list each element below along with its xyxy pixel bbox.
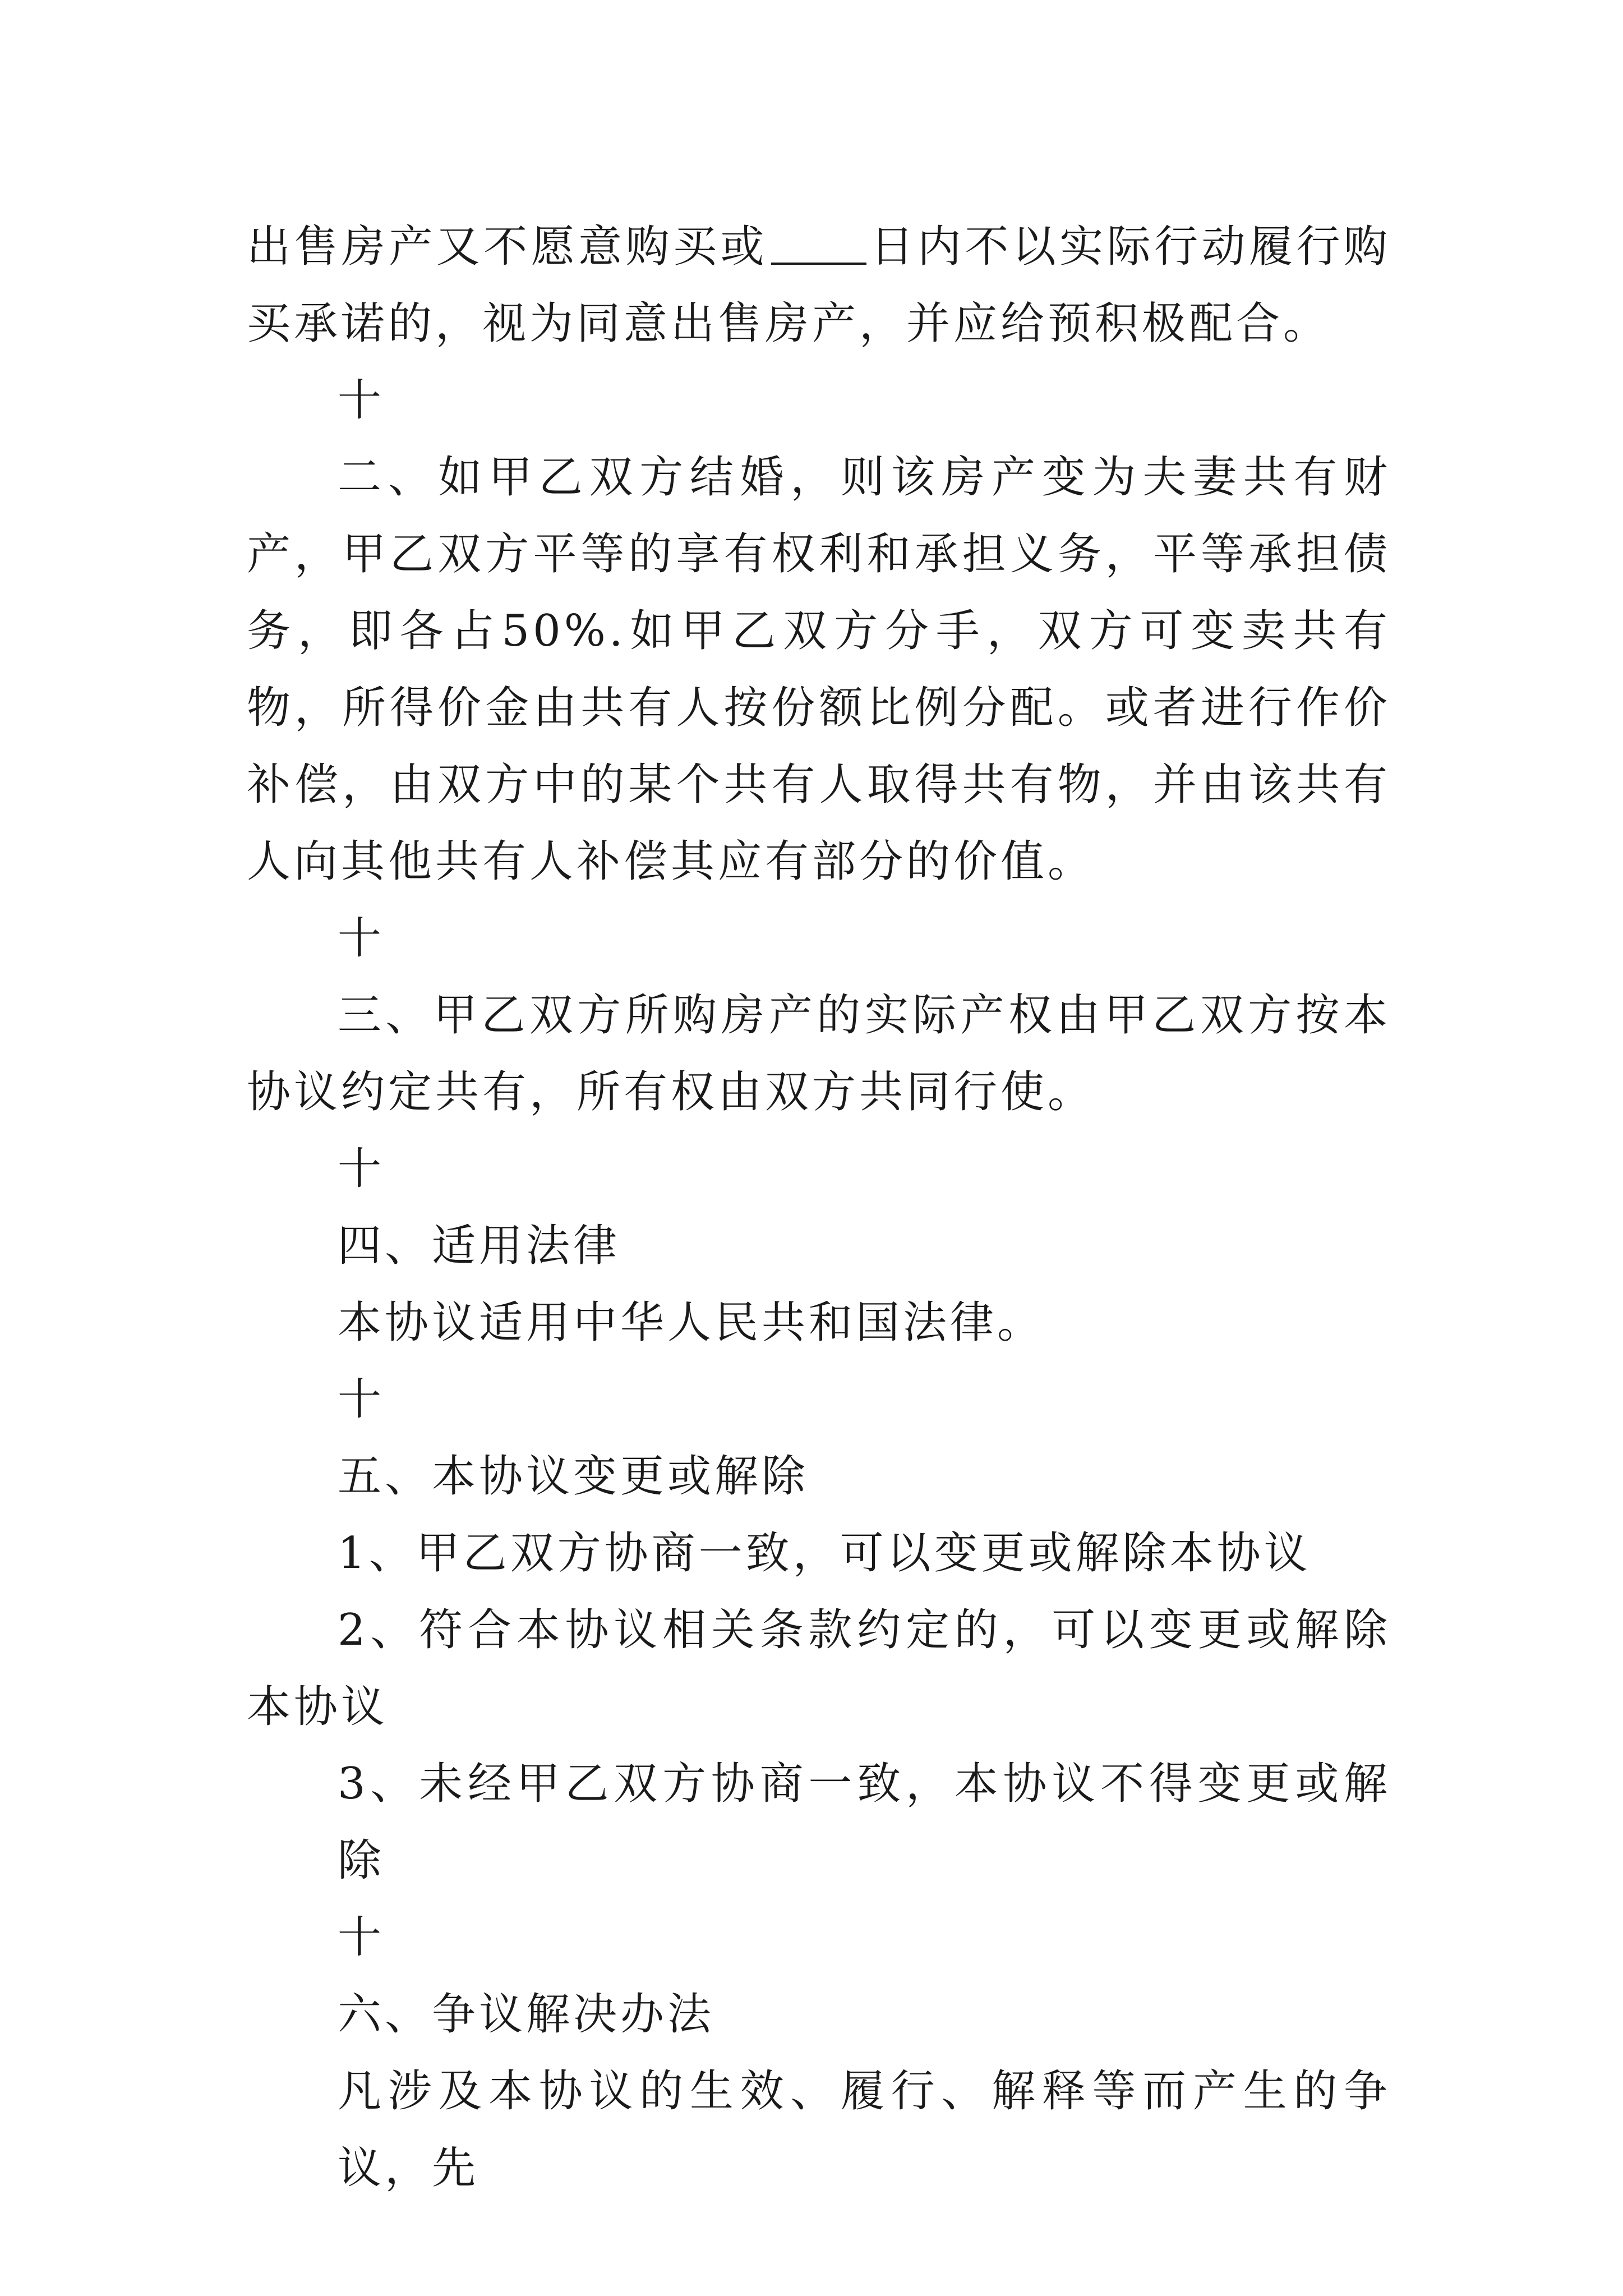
amendment-item-2: 2、符合本协议相关条款约定的，可以变更或解除本协议 [247, 1605, 1391, 1732]
section-mark: 十 [338, 375, 385, 426]
section-mark: 十 [338, 913, 385, 964]
section-mark: 十 [338, 1144, 385, 1194]
paragraph-text-before-blank: 出售房产又不愿意购买或 [247, 222, 768, 272]
section-mark: 十 [338, 1374, 385, 1425]
applicable-law-text: 本协议适用中华人民共和国法律。 [338, 1297, 1045, 1348]
clause-three: 三、甲乙双方所购房产的实际产权由甲乙双方按本协议约定共有，所有权由双方共同行使。 [247, 990, 1391, 1117]
amendment-item-1: 1、甲乙双方协商一致，可以变更或解除本协议 [338, 1528, 1311, 1579]
fill-in-blank [771, 263, 866, 265]
paragraph-text-after-blank: 日内不以实际行动履行购买承诺的，视为同意出售房产，并应给预积极配合。 [247, 222, 1391, 349]
section-mark: 十 [338, 1912, 385, 1963]
heading-applicable-law: 四、适用法律 [338, 1221, 621, 1271]
clause-two: 二、如甲乙双方结婚，则该房产变为夫妻共有财产，甲乙双方平等的享有权利和承担义务，平等承担债务，即各占50%.如甲乙双方分手，双方可变卖共有物，所得价金由共有人按份额比例分配。或者进行作价补偿，由双方中的某个共有人取得共有物，并由该共有人向其他共有人补偿其应有部分的价值。 [247, 452, 1391, 887]
dispute-resolution-text: 凡涉及本协议的生效、履行、解释等而产生的争议，先 [338, 2066, 1391, 2193]
document-body [247, 209, 1391, 2207]
amendment-item-3: 3、未经甲乙双方协商一致，本协议不得变更或解除 [338, 1759, 1391, 1886]
heading-dispute-resolution: 六、争议解决办法 [338, 1989, 715, 2040]
paragraph-continued [247, 209, 1391, 362]
heading-amendment: 五、本协议变更或解除 [338, 1451, 809, 1502]
